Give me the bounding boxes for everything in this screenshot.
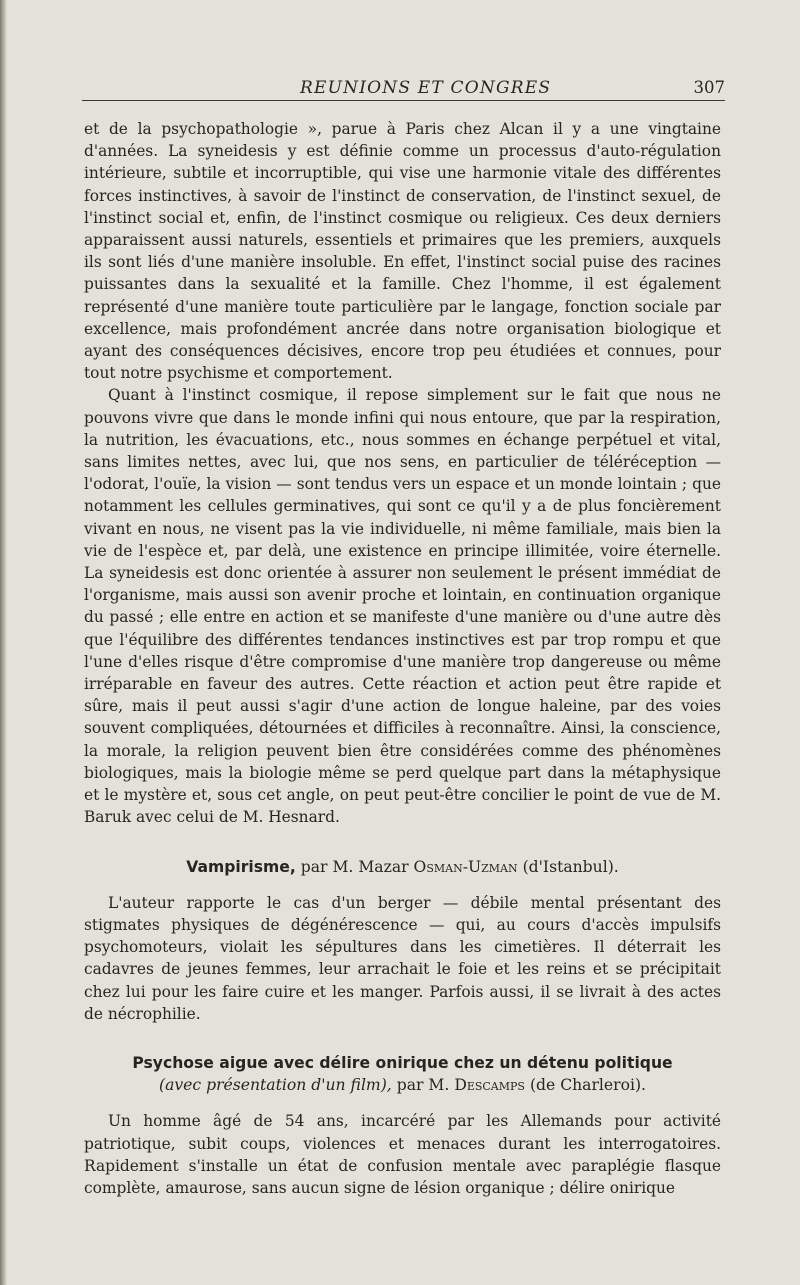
page-number: 307 (693, 78, 725, 97)
vampirisme-paragraph: L'auteur rapporte le cas d'un berger — débile mental présentant des stigmates physiques de dégénérescence — qui, au cours d'accès impulsifs psychomoteurs, violait les sépultures dans les cimetières. Il déterrait les cadavres de jeunes femmes, leur arrachait le foie et les reins et se précipitait chez lui pour les faire cuire et les manger. Parfois aussi, il se livrait à des actes de nécrophilie. (84, 893, 721, 1023)
section-author: Osman-Uzman (413, 857, 518, 876)
section-affiliation: (d'Istanbul). (522, 857, 619, 876)
section-heading-vampirisme (84, 856, 721, 878)
header-rule (82, 100, 725, 101)
cosmic-instinct-paragraph: Quant à l'instinct cosmique, il repose simplement sur le fait que nous ne pouvons vivre que dans le monde infini qui nous entoure, que par la respiration, la nutrition, les évacuations, etc., nous sommes en échange perpétuel et vital, sans limites nettes, avec lui, que nos sens, en particulier de téléréception — l'odorat, l'ouïe, la vision — sont tendus vers un espace et un monde lointain ; que notamment les cellules germinatives, qui sont ce qu'il y a de plus foncièrement vivant en nous, ne visent pas la vie individuelle, ni même familiale, mais bien la vie de l'espèce et, par delà, une existence en principe illimitée, voire éternelle. La syneidesis est donc orientée à assurer non seulement le présent immédiat de l'organisme, mais aussi son avenir proche et lointain, en continuation organique du passé ; elle entre en action et se manifeste d'une manière ou d'une autre dès que l'équilibre des différentes tendances instinctives est par trop rompu et que l'une d'elles risque d'être compromise d'une manière trop dangereuse ou même irréparable en faveur des autres. Cette réaction et action peut être rapide et sûre, mais il peut aussi s'agir d'une action de longue haleine, par des voies souvent compliquées, détournées et difficiles à reconnaître. Ainsi, la conscience, la morale, la religion peuvent bien être considérées comme des phénomènes biologiques, mais la biologie même se perd quelque part dans la métaphysique et le mystère et, sous cet angle, on peut peut-être concilier le point de vue de M. Baruk avec celui de M. Hesnard. (84, 386, 721, 827)
psychose-paragraph: Un homme âgé de 54 ans, incarcéré par les Allemands pour activité patriotique, subit coups, violences et menaces durant les interrogatoires. Rapidement s'installe un état de confusion mentale avec paraplégie flasque complète, amaurose, sans aucun signe de lésion organique ; délire onirique (84, 1112, 721, 1197)
intro-paragraph: et de la psychopathologie », parue à Paris chez Alcan il y a une vingtaine d'années. La syneidesis y est définie comme un processus d'auto-régulation intérieure, subtile et incorruptible, qui vise une harmonie vitale des différentes forces instinctives, à savoir de l'instinct de conservation, de l'instinct sexuel, de l'instinct social et, enfin, de l'instinct cosmique ou religieux. Ces deux derniers apparaissent aussi naturels, essentiels et primaires que les premiers, auxquels ils sont liés d'une manière insoluble. En effet, l'instinct social puise des racines puissantes dans la sexualité et la famille. Chez l'homme, il est également représenté d'une manière toute particulière par le langage, fonction sociale par excellence, mais profondément ancrée dans notre organisation biologique et ayant des conséquences décisives, encore trop peu étudiées et connues, pour tout notre psychisme et comportement. (84, 120, 721, 383)
running-header (82, 78, 725, 102)
section-title: Vampirisme, (186, 857, 296, 876)
section-byline: par M. (396, 1076, 450, 1095)
section-title: Psychose aigue avec délire onirique chez un détenu politique (132, 1053, 673, 1072)
section-affiliation: (de Charleroi). (529, 1076, 646, 1095)
page-edge-shadow (0, 0, 7, 1285)
page-body (84, 118, 721, 1199)
section-author: Descamps (454, 1076, 525, 1095)
section-heading-psychose (84, 1052, 721, 1096)
running-title: REUNIONS ET CONGRES (300, 78, 552, 98)
section-byline: par M. Mazar (300, 857, 409, 876)
section-subtitle: (avec présentation d'un film), (158, 1076, 392, 1095)
